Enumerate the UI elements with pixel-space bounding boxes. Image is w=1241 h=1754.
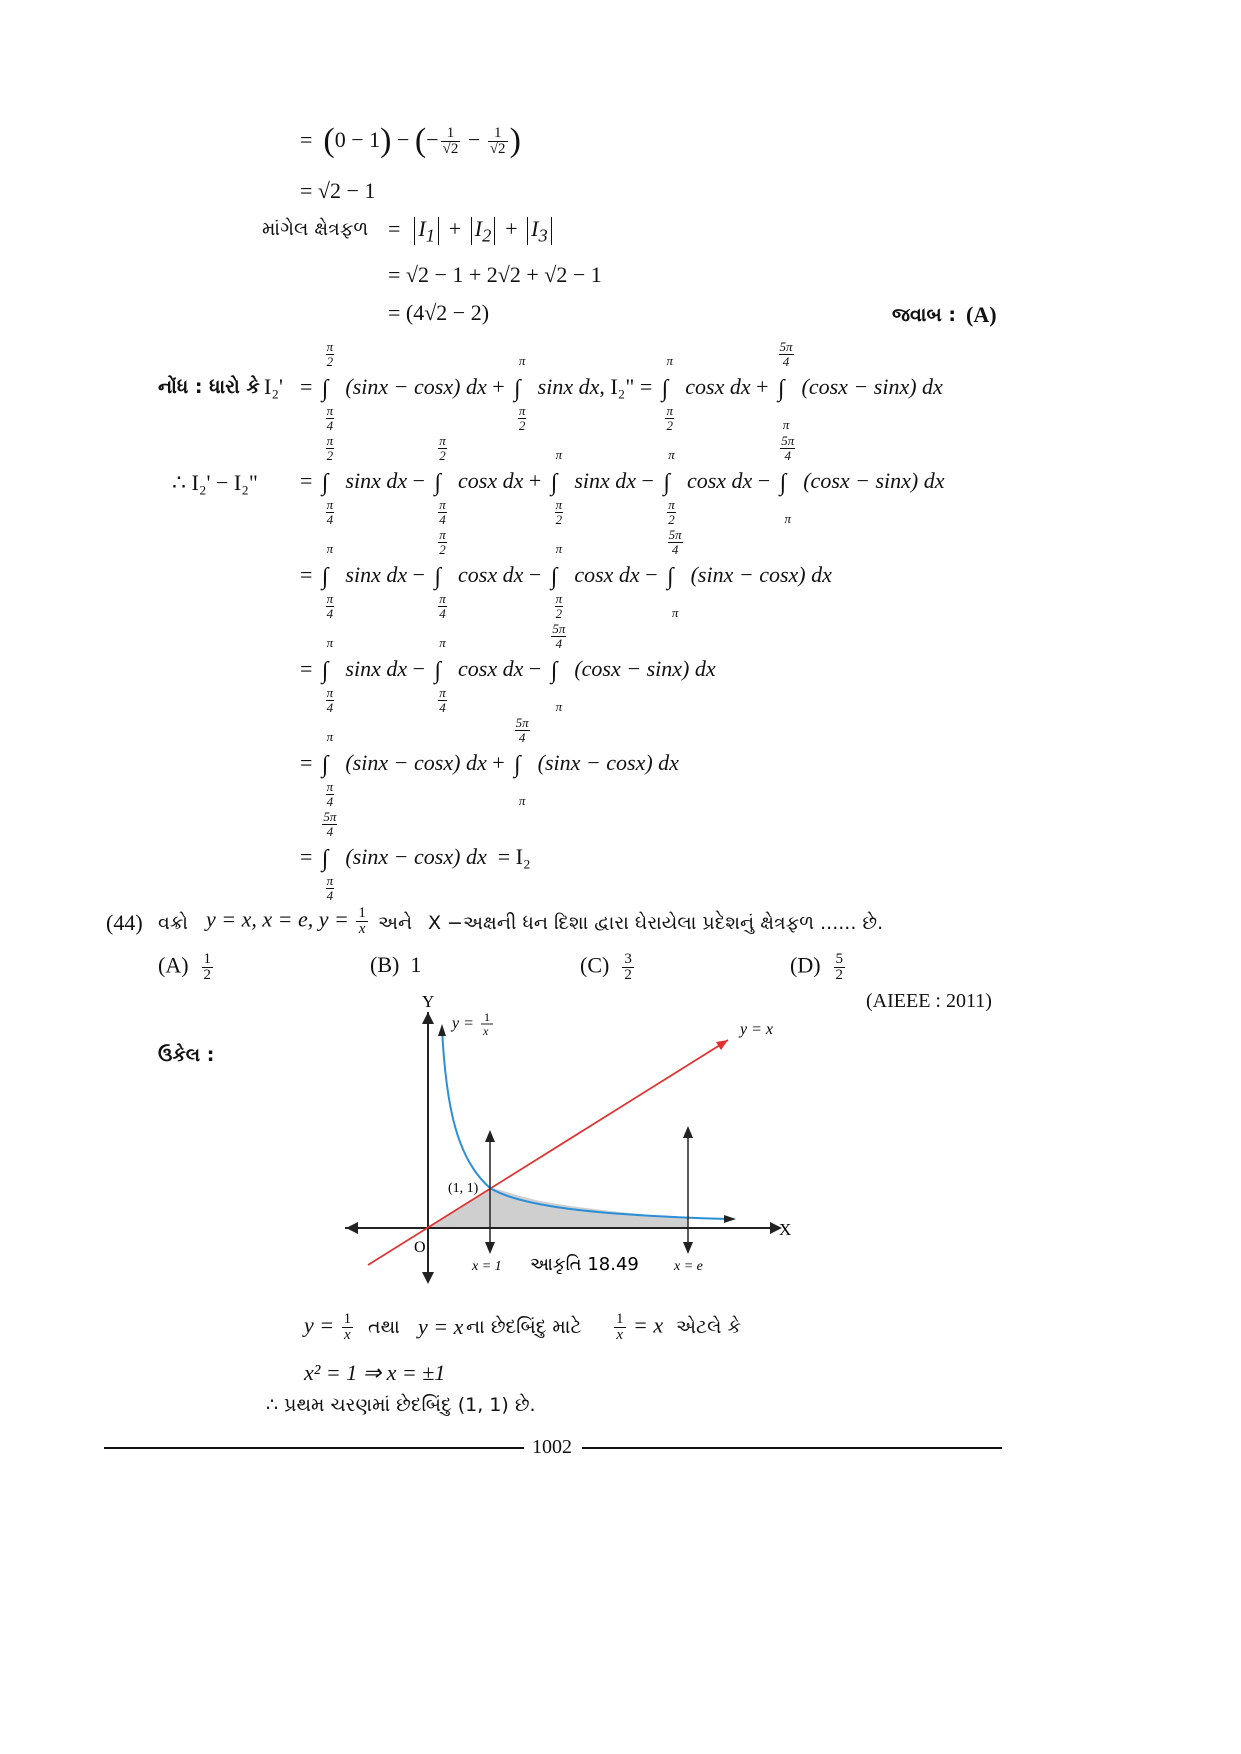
xe-label: x = e: [674, 1259, 703, 1274]
figure-graph: [340, 990, 800, 1300]
sol-text-c: એટલે કે: [676, 1316, 741, 1338]
note-label: નોંધ : ધારો કે: [158, 376, 260, 398]
term: cosx dx: [458, 656, 524, 681]
term: cosx dx: [574, 562, 640, 587]
answer-label: જવાબ :: [892, 304, 956, 326]
question-curves: y = x, x = e, y = $\frac{1}{x}$: [206, 905, 366, 937]
term: (sinx − cosx) dx: [345, 750, 487, 775]
option-c-num: 3: [624, 951, 632, 967]
sol-line-3: ∴ પ્રથમ ચરણમાં છેદબિંદુ (1, 1) છે.: [266, 1394, 536, 1416]
eq-line-1: = (0 − 1) − (− $\frac{1}{√2}$ − $\frac{1}{√2}$ ): [300, 122, 521, 159]
option-d-label: (D): [790, 952, 821, 978]
xe-arrow-down: [683, 1242, 693, 1254]
question-text-a: વક્રો: [158, 912, 189, 934]
eq-step-3: = π ∫ π 4 sinx dx − π ∫ π 4 cosx dx − 5π 4 ∫ π (cosx − sinx) dx: [300, 620, 716, 715]
question-text-c: X −અક્ષની ધન દિશા દ્વારા ઘેરાયેલા પ્રદેશનું ક્ષેત્રફળ ...... છે.: [428, 912, 884, 934]
question-source: (AIEEE : 2011): [866, 990, 992, 1012]
eq-line-5: = (4√2 − 2): [388, 300, 490, 325]
term: (sinx − cosx) dx: [345, 374, 487, 399]
option-b[interactable]: [370, 952, 421, 978]
x-axis-label: X: [779, 1220, 792, 1239]
term: sinx dx: [345, 562, 408, 587]
sol-eq-c: $\frac{1}{x}$ = x: [616, 1311, 664, 1343]
footer-rule-left: [104, 1447, 524, 1449]
curve-label: y =: [452, 1015, 474, 1032]
x1-arrow-down: [485, 1242, 495, 1254]
required-area-label: માંગેલ ક્ષેત્રફળ: [262, 218, 369, 240]
term: cosx dx: [685, 374, 751, 399]
option-a[interactable]: [158, 952, 215, 983]
term: (sinx − cosx) dx: [690, 562, 832, 587]
option-c-den: 2: [624, 967, 632, 983]
figure-caption: આકૃતિ 18.49: [530, 1254, 639, 1275]
sol-eq-a: y = $\frac{1}{x}$: [304, 1311, 352, 1343]
y-axis-arrow-down: [422, 1272, 434, 1284]
term: sinx dx: [345, 656, 408, 681]
option-a-label: (A): [158, 952, 189, 978]
eq-line-2: = √2 − 1: [300, 178, 376, 203]
term: (sinx − cosx) dx: [537, 750, 679, 775]
therefore-lhs: ∴ I₂' − I₂": [172, 470, 258, 495]
term: (cosx − sinx) dx: [801, 374, 943, 399]
final-rhs: I₂: [515, 844, 531, 869]
curve-arrowhead: [438, 1024, 446, 1036]
line-arrowhead: [716, 1040, 728, 1050]
term: sinx dx: [574, 468, 637, 493]
option-d-den: 2: [835, 967, 844, 983]
curve-arrowhead-right: [724, 1215, 736, 1223]
page-number: 1002: [532, 1436, 572, 1458]
option-b-label: (B): [370, 952, 400, 977]
answer-value: (A): [966, 302, 997, 327]
term: (cosx − sinx) dx: [803, 468, 945, 493]
option-d[interactable]: [790, 952, 847, 983]
xe-arrow-up: [683, 1126, 693, 1138]
term: sinx dx: [345, 468, 408, 493]
option-b-value: 1: [410, 952, 422, 977]
sol-text-a: તથા: [368, 1316, 400, 1338]
curve-y-equals-1-over-x: [442, 1028, 728, 1219]
point-label: (1, 1): [448, 1181, 479, 1196]
option-a-den: 2: [203, 967, 212, 983]
curve-label-num: 1: [484, 1010, 490, 1024]
term: cosx dx: [458, 468, 524, 493]
sol-line-2: x² = 1 ⇒ x = ±1: [304, 1360, 446, 1385]
note-i2p: I₂': [264, 374, 283, 399]
solution-label: ઉકેલ :: [158, 1044, 215, 1066]
origin-label: O: [414, 1239, 426, 1256]
question-text-b: અને: [378, 912, 413, 934]
note-equation: = π 2 ∫ π 4 (sinx − cosx) dx + π ∫ π 2 sinx dx, I₂" = π ∫ π 2 cosx dx + 5π 4 ∫ π (cosx − sinx) dx: [300, 338, 943, 433]
x1-label: x = 1: [472, 1259, 502, 1274]
question-number: (44): [106, 910, 143, 935]
footer-rule-right: [582, 1447, 1002, 1449]
eq-step-2: = π ∫ π 4 sinx dx − π 2 ∫ π 4 cosx dx − π ∫ π 2 cosx dx − 5π 4 ∫ π (sinx − cosx) dx: [300, 526, 832, 621]
line-y-equals-x: [368, 1040, 728, 1265]
line-label: y = x: [740, 1021, 773, 1038]
curve-label-den: x: [483, 1024, 489, 1038]
sol-text-b: ના છેદબિંદુ માટે: [466, 1316, 582, 1338]
sol-eq-b: y = x: [418, 1314, 464, 1339]
eq-step-1: = π 2 ∫ π 4 sinx dx − π 2 ∫ π 4 cosx dx + π ∫ π 2 sinx dx − π ∫ π 2 cosx dx − 5π 4 ∫ π (cosx − sinx) dx: [300, 432, 945, 527]
option-c[interactable]: [580, 952, 636, 983]
term: cosx dx: [686, 468, 753, 493]
y-axis-arrow-up: [422, 1012, 434, 1024]
option-d-num: 5: [835, 951, 844, 967]
eq-line-4: = √2 − 1 + 2√2 + √2 − 1: [388, 262, 602, 287]
term: sinx dx: [537, 374, 600, 399]
x-axis-arrow-left: [346, 1222, 358, 1234]
option-a-num: 1: [203, 951, 212, 967]
term: (sinx − cosx) dx: [345, 844, 487, 869]
term: cosx dx: [458, 562, 524, 587]
x1-arrow-up: [485, 1130, 495, 1142]
term: (cosx − sinx) dx: [574, 656, 716, 681]
eq-step-5: = 5π 4 ∫ π 4 (sinx − cosx) dx = I₂: [300, 808, 531, 903]
eq-step-4: = π ∫ π 4 (sinx − cosx) dx + 5π 4 ∫ π (sinx − cosx) dx: [300, 714, 679, 809]
y-axis-label: Y: [422, 992, 435, 1011]
note-i2pp: I₂": [610, 374, 635, 399]
eq-line-3: = $I_1 + I_2 + I_3$: [388, 216, 555, 246]
option-c-label: (C): [580, 952, 610, 978]
